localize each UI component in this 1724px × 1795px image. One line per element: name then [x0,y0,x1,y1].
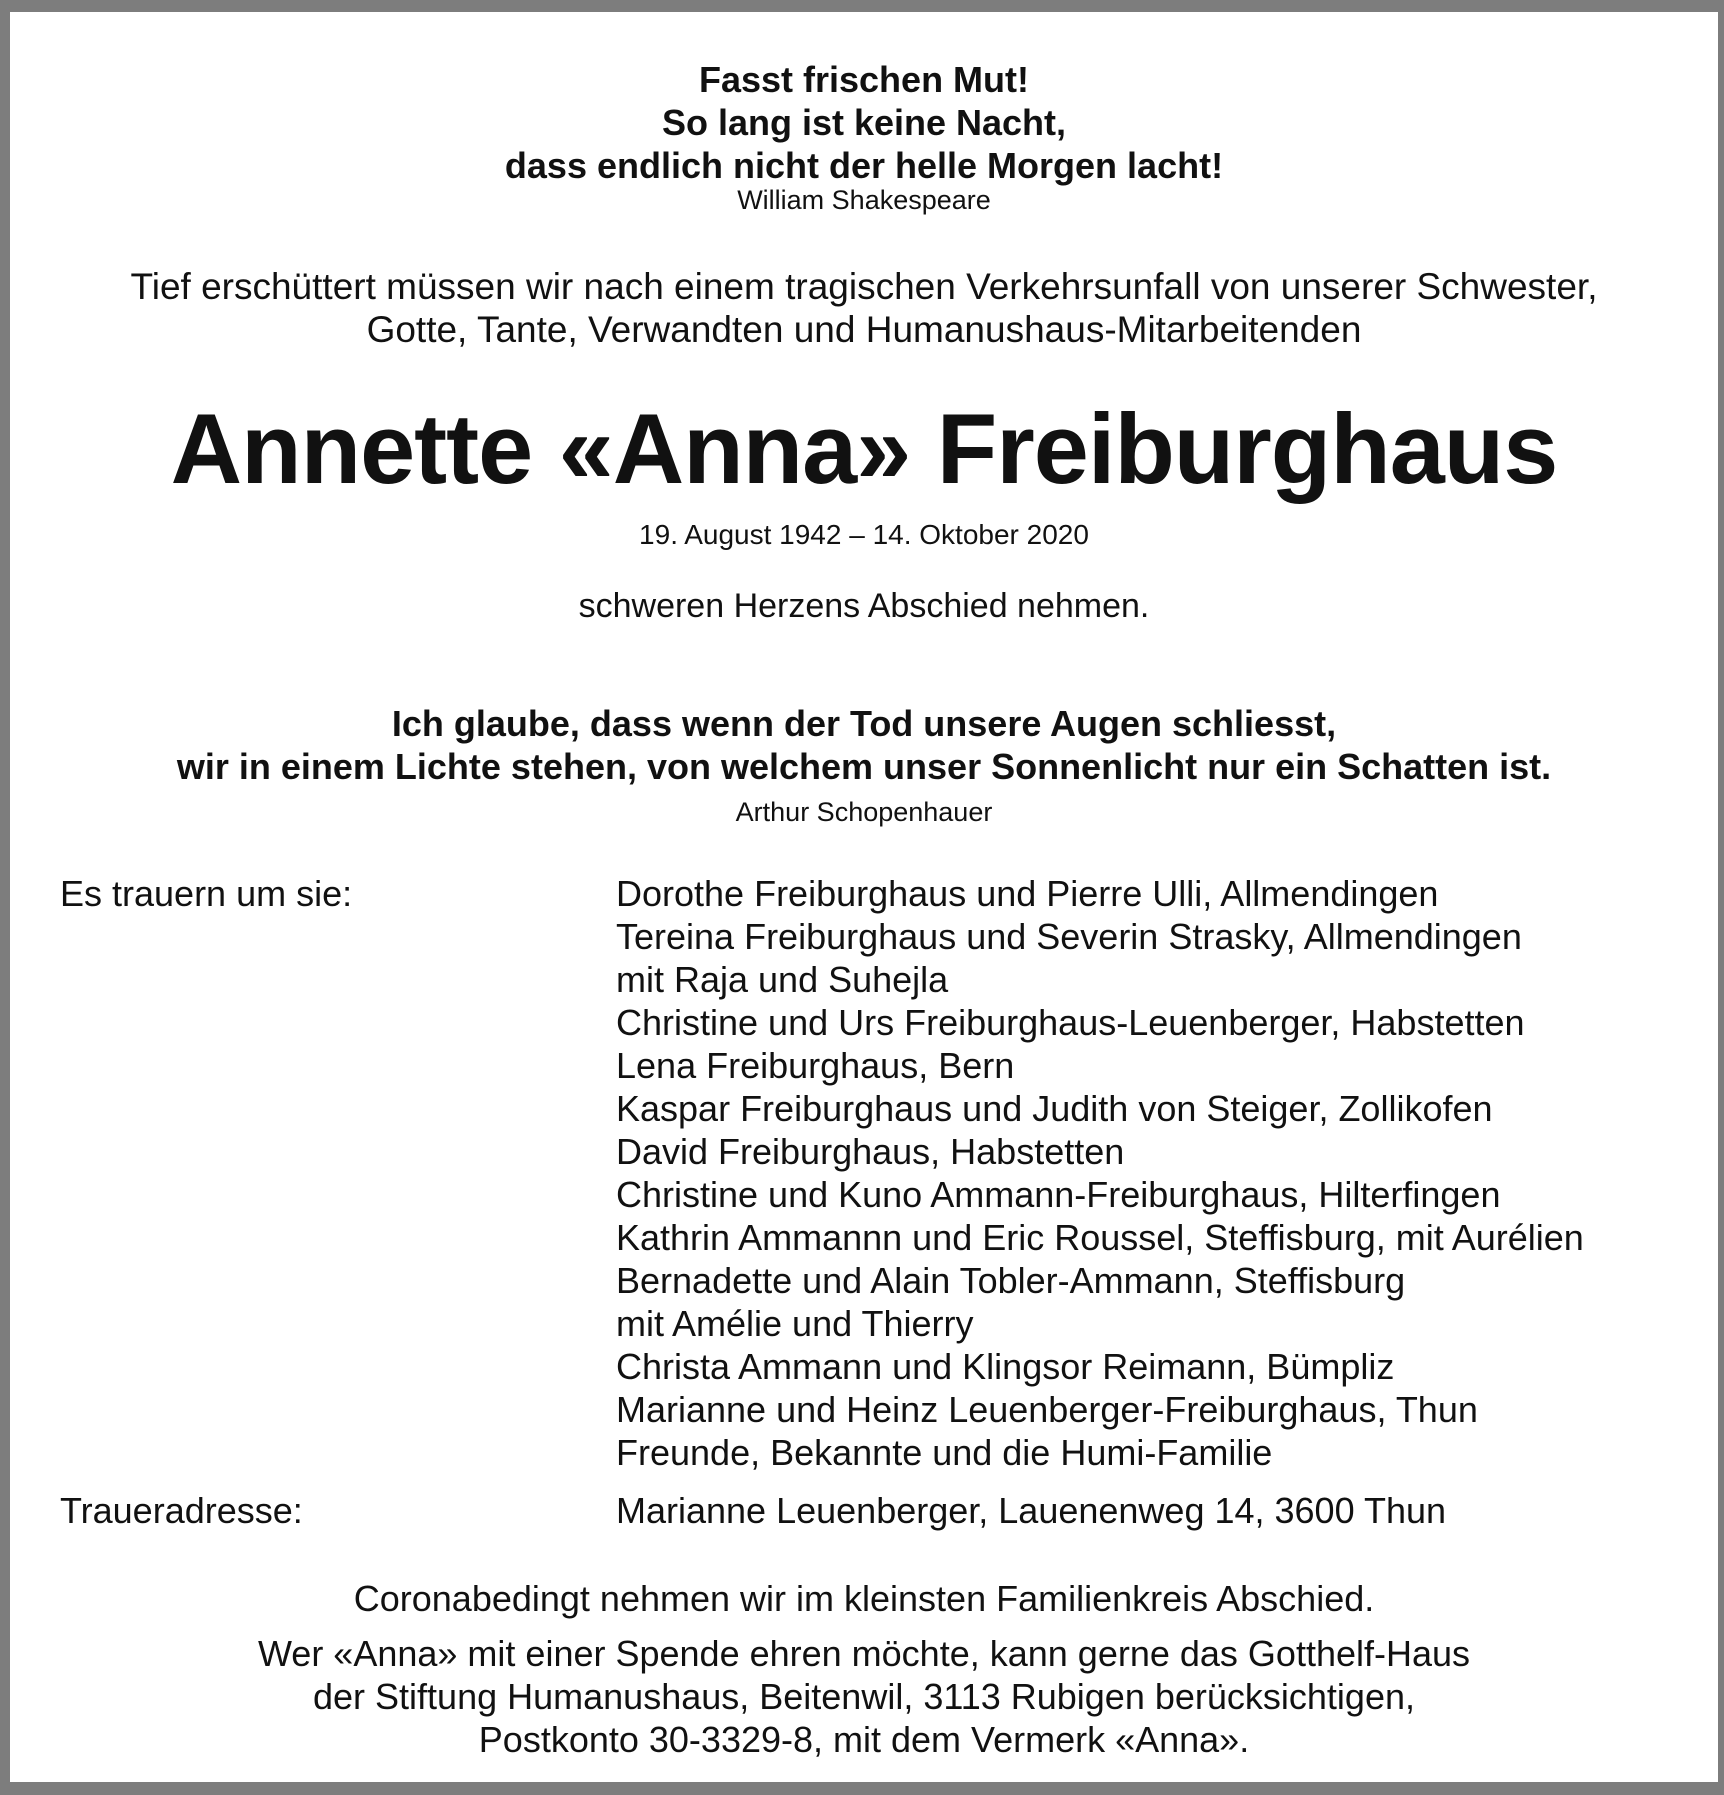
deceased-name: Annette «Anna» Freiburghaus [170,393,1558,504]
mourner-entry: Lena Freiburghaus, Bern [616,1045,1015,1086]
mourner-entry: David Freiburghaus, Habstetten [616,1131,1125,1172]
farewell-text: schweren Herzens Abschied nehmen. [578,587,1150,625]
address-label: Traueradresse: [60,1490,303,1531]
mourner-entry: Kaspar Freiburghaus und Judith von Steiger, Zollikofen [616,1088,1493,1129]
mourner-entry: Christine und Kuno Ammann-Freiburghaus, Hilterfingen [616,1174,1501,1215]
mourner-entry: Freunde, Bekannte und die Humi-Familie [616,1432,1273,1473]
mourner-entry: Marianne und Heinz Leuenberger-Freiburghaus, Thun [616,1389,1478,1430]
intro-line: Gotte, Tante, Verwandten und Humanushaus-Mitarbeitenden [366,309,1362,350]
donation-line: der Stiftung Humanushaus, Beitenwil, 3113 Rubigen berücksichtigen, [313,1676,1415,1717]
opening-quote-author: William Shakespeare [737,185,991,215]
closing-quote-line: wir in einem Lichte stehen, von welchem unser Sonnenlicht nur ein Schatten ist. [176,746,1552,787]
mourners-label: Es trauern um sie: [60,873,353,914]
mourner-entry: mit Amélie und Thierry [616,1303,974,1344]
mourner-entry: Christine und Urs Freiburghaus-Leuenberger, Habstetten [616,1002,1525,1043]
closing-quote [10,702,1718,788]
mourner-entry: mit Raja und Suhejla [616,959,949,1000]
opening-quote-line: Fasst frischen Mut! [698,59,1030,100]
opening-quote-line: So lang ist keine Nacht, [661,102,1067,143]
obituary-page [10,12,1718,1782]
intro-text [10,265,1718,351]
donation-line: Wer «Anna» mit einer Spende ehren möchte, kann gerne das Gotthelf-Haus [257,1633,1471,1674]
address-value: Marianne Leuenberger, Lauenenweg 14, 3600 Thun [616,1490,1447,1531]
life-dates: 19. August 1942 – 14. Oktober 2020 [639,519,1089,550]
mourner-entry: Tereina Freiburghaus und Severin Strasky, Allmendingen [616,916,1522,957]
corona-notice: Coronabedingt nehmen wir im kleinsten Familienkreis Abschied. [353,1578,1375,1619]
donation-notice [10,1632,1718,1761]
mourner-entry: Dorothe Freiburghaus und Pierre Ulli, Allmendingen [616,873,1439,914]
mourners-list [616,872,1584,1474]
donation-line: Postkonto 30-3329-8, mit dem Vermerk «Anna». [478,1719,1250,1760]
closing-quote-line: Ich glaube, dass wenn der Tod unsere Augen schliesst, [391,703,1337,744]
intro-line: Tief erschüttert müssen wir nach einem tragischen Verkehrsunfall von unserer Schwester, [130,266,1598,307]
closing-quote-author: Arthur Schopenhauer [735,797,993,827]
mourner-entry: Bernadette und Alain Tobler-Ammann, Steffisburg [616,1260,1406,1301]
mourner-entry: Christa Ammann und Klingsor Reimann, Bümpliz [616,1346,1395,1387]
mourner-entry: Kathrin Ammannn und Eric Roussel, Steffisburg, mit Aurélien [616,1217,1584,1258]
opening-quote [10,58,1718,187]
opening-quote-line: dass endlich nicht der helle Morgen lacht! [504,145,1224,186]
